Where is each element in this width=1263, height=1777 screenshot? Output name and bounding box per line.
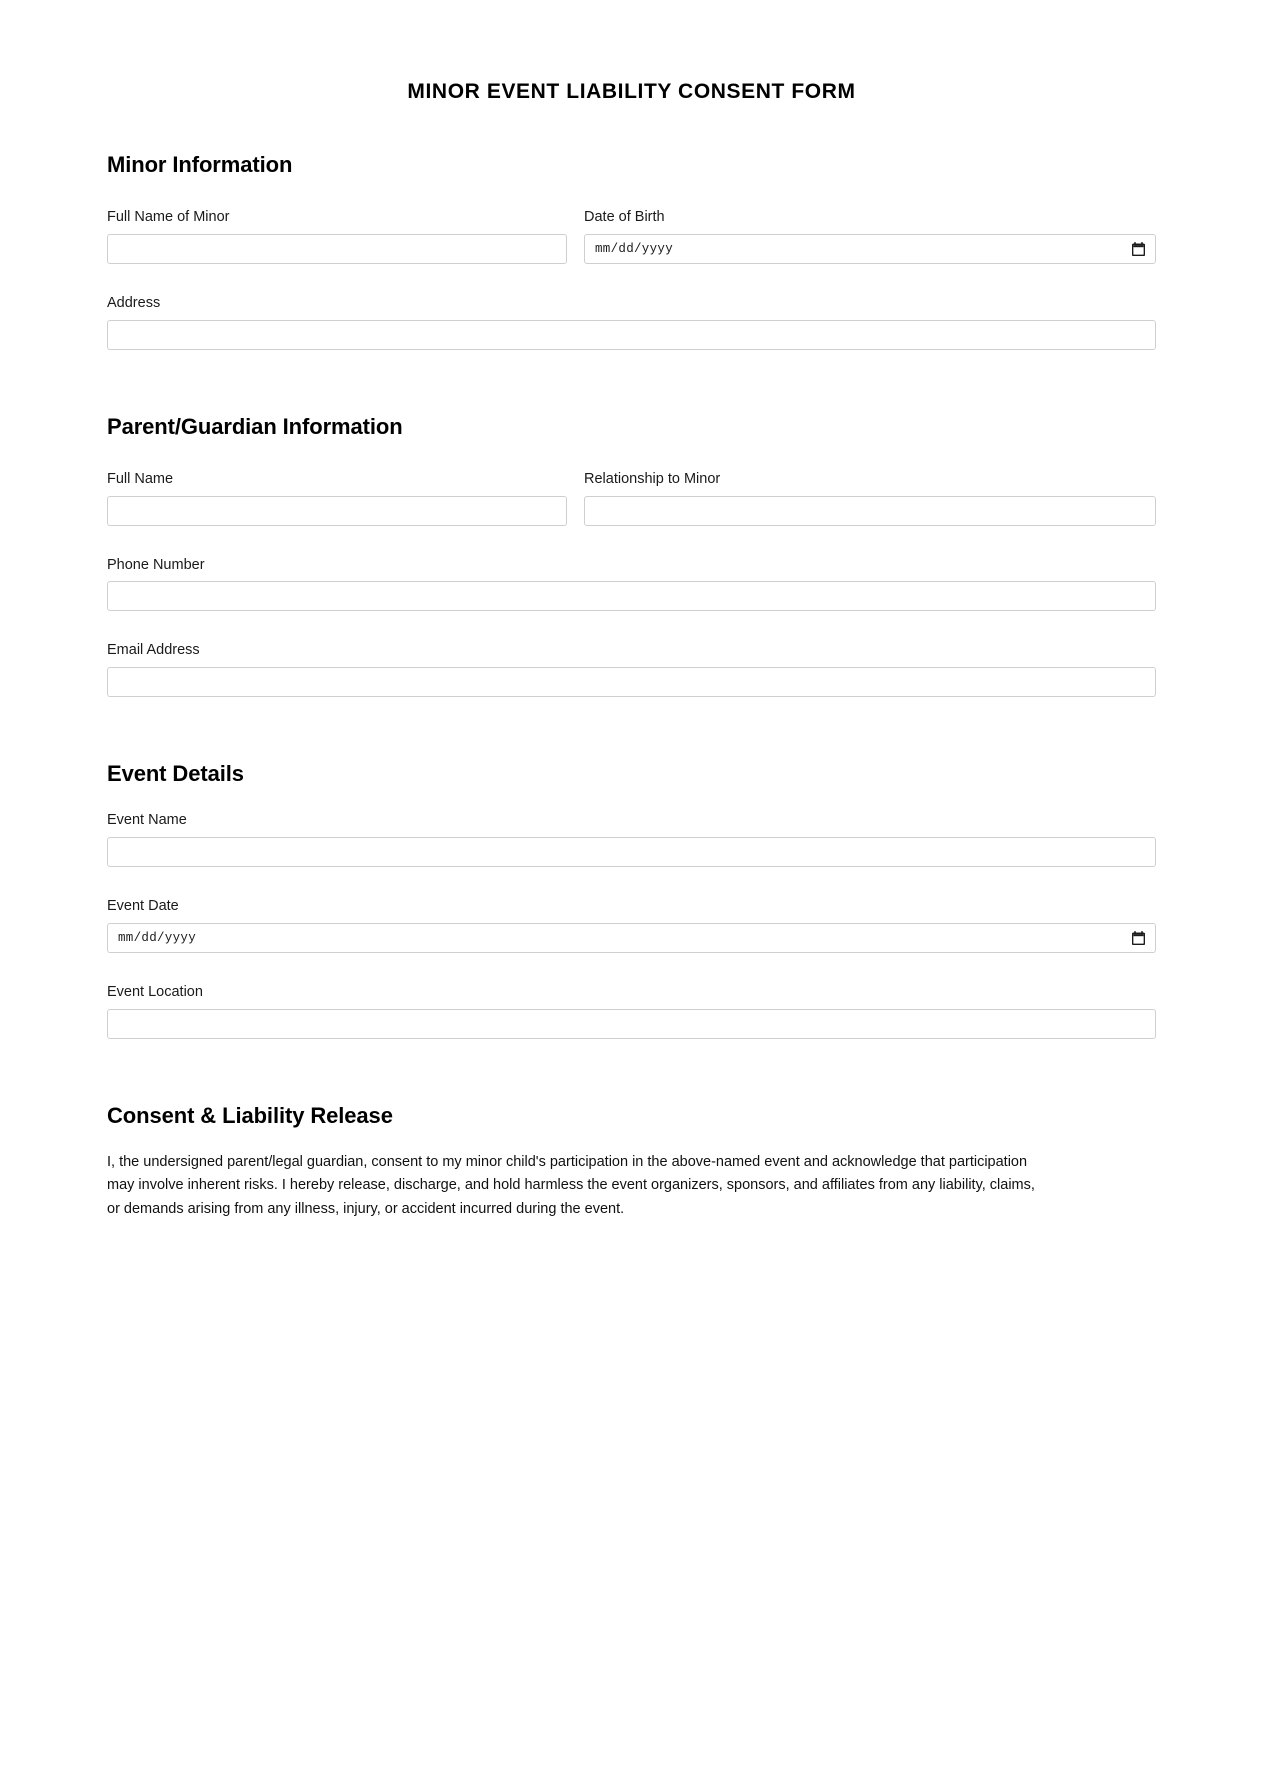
label-minor-full-name: Full Name of Minor [107,209,230,225]
input-event-date[interactable] [107,923,1156,953]
input-minor-date-of-birth[interactable] [584,234,1156,264]
page-title: MINOR EVENT LIABILITY CONSENT FORM [407,80,856,103]
field-minor-full-name [107,208,567,264]
input-event-location[interactable] [107,1009,1156,1039]
field-parent-phone-number [107,556,1156,612]
input-event-name[interactable] [107,837,1156,867]
label-parent-email-address: Email Address [107,642,200,659]
form-row-parent-name-relationship [107,470,1156,526]
input-parent-phone-number[interactable] [107,581,1156,611]
form-row-parent-email [107,641,1156,697]
label-event-location: Event Location [107,983,203,1000]
input-parent-email-address[interactable] [107,667,1156,697]
label-parent-full-name: Full Name [107,470,174,487]
section-minor-information [107,104,1156,350]
input-minor-full-name[interactable] [107,234,567,264]
form-row-event-date [107,897,1156,953]
field-parent-relationship-to-minor [584,470,1156,526]
label-parent-phone-number: Phone Number [107,556,205,573]
field-parent-email-address [107,641,1156,697]
field-event-location [107,983,1156,1039]
date-placeholder-event-date: mm/dd/yyyy [118,930,197,945]
input-parent-relationship-to-minor[interactable] [584,496,1156,526]
label-event-name: Event Name [107,812,187,829]
calendar-icon[interactable] [1132,242,1145,256]
section-event-details [107,697,1156,1039]
input-parent-full-name[interactable] [107,496,567,526]
field-event-name [107,811,1156,867]
input-minor-address[interactable] [107,320,1156,350]
section-consent-liability-release [107,1039,1156,1221]
section-heading-consent-liability-release: Consent & Liability Release [107,1102,393,1128]
form-row-minor-address [107,294,1156,350]
section-heading-parent-guardian-information: Parent/Guardian Information [107,413,403,439]
field-minor-address [107,294,1156,350]
consent-release-text: I, the undersigned parent/legal guardian, consent to my minor child's participation in the above-named event and acknowledge that participation may involve inherent risks. I hereby release, discharge, and hold harmless the event organizers, sponsors, and affiliates from any liability, claims, or demands arising from any illness, injury, or accident incurred during the event. [107,1153,1035,1217]
form-row-minor-name-dob [107,208,1156,264]
label-event-date: Event Date [107,898,179,915]
section-heading-event-details: Event Details [107,761,244,787]
label-minor-address: Address [107,294,161,311]
label-minor-date-of-birth: Date of Birth [584,209,665,225]
section-parent-guardian-information [107,350,1156,698]
date-placeholder-minor-date-of-birth: mm/dd/yyyy [595,241,674,256]
form-row-parent-phone [107,556,1156,612]
field-minor-date-of-birth [584,208,1156,264]
label-parent-relationship-to-minor: Relationship to Minor [584,470,721,487]
section-heading-minor-information: Minor Information [107,152,293,177]
form-row-event-name [107,811,1156,867]
calendar-icon[interactable] [1132,931,1145,945]
field-parent-full-name [107,470,567,526]
field-event-date [107,897,1156,953]
form-row-event-location [107,983,1156,1039]
